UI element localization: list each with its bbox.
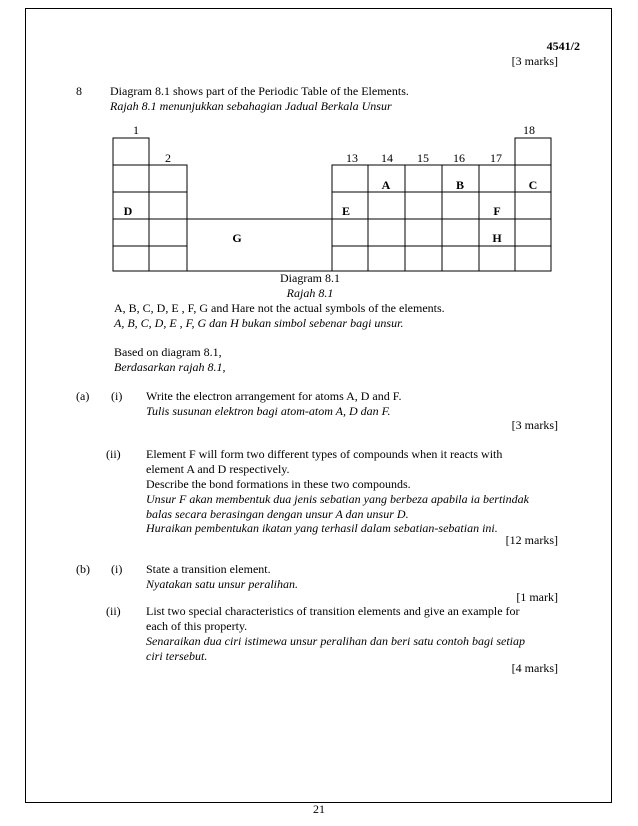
- group-label-13: 13: [346, 151, 358, 165]
- part-b-ii-label: (ii): [106, 604, 121, 618]
- question-number: 8: [76, 84, 82, 98]
- element-G: G: [232, 231, 242, 245]
- element-D: D: [123, 204, 133, 218]
- part-b-label: (b): [76, 562, 90, 576]
- symbols-note-malay: A, B, C, D, E , F, G dan H bukan simbol sebenar bagi unsur.: [114, 316, 404, 330]
- based-on-malay: Berdasarkan rajah 8.1,: [114, 360, 226, 374]
- intro-english: Diagram 8.1 shows part of the Periodic Table of the Elements.: [110, 84, 409, 98]
- part-a-ii-malay-line-3: Huraikan pembentukan ikatan yang terhasil dalam sebatian-sebatian ini.: [146, 521, 498, 535]
- group-label-17: 17: [490, 151, 502, 165]
- part-a-ii-malay-line-2: balas secara berasingan dengan unsur A dan unsur D.: [146, 507, 409, 521]
- part-a-ii-english-line-2: element A and D respectively.: [146, 462, 290, 476]
- part-a-i-english: Write the electron arrangement for atoms A, D and F.: [146, 389, 402, 403]
- group-label-15: 15: [417, 151, 429, 165]
- group-label-14: 14: [381, 151, 393, 165]
- element-A: A: [381, 178, 391, 192]
- part-a-label: (a): [76, 389, 90, 403]
- part-b-ii-malay-line-1: Senaraikan dua ciri istimewa unsur peralihan dan beri satu contoh bagi setiap: [146, 634, 525, 648]
- element-B: B: [455, 178, 464, 192]
- diagram-caption-malay: Rajah 8.1: [286, 286, 334, 300]
- part-b-i-english: State a transition element.: [146, 562, 271, 576]
- group-label-1: 1: [133, 123, 139, 137]
- part-a-ii-english-line-1: Element F will form two different types of compounds when it reacts with: [146, 447, 503, 461]
- part-a-ii-label: (ii): [106, 447, 121, 461]
- symbols-note-english: A, B, C, D, E , F, G and Hare not the actual symbols of the elements.: [114, 301, 445, 315]
- element-E: E: [341, 204, 350, 218]
- group-label-16: 16: [453, 151, 465, 165]
- part-a-ii-marks: [12 marks]: [505, 533, 558, 547]
- part-b-ii-malay-line-2: ciri tersebut.: [146, 649, 208, 663]
- paper-code: 4541/2: [546, 39, 580, 53]
- group-label-2: 2: [165, 151, 171, 165]
- element-C: C: [528, 178, 538, 192]
- intro-malay: Rajah 8.1 menunjukkan sebahagian Jadual Berkala Unsur: [110, 99, 392, 113]
- part-b-i-malay: Nyatakan satu unsur peralihan.: [146, 577, 298, 591]
- part-a-ii-malay-line-1: Unsur F akan membentuk dua jenis sebatian yang berbeza apabila ia bertindak: [146, 492, 529, 506]
- part-a-ii-english-line-3: Describe the bond formations in these two compounds.: [146, 477, 411, 491]
- previous-marks: [3 marks]: [511, 54, 558, 68]
- part-b-ii-english-line-2: each of this property.: [146, 619, 248, 633]
- part-a-i-label: (i): [111, 389, 123, 403]
- element-H: H: [492, 231, 502, 245]
- part-b-i-marks: [1 mark]: [516, 590, 558, 604]
- page-number: 21: [313, 802, 325, 816]
- group-label-18: 18: [523, 123, 535, 137]
- part-b-ii-english-line-1: List two special characteristics of transition elements and give an example for: [146, 604, 520, 618]
- based-on-english: Based on diagram 8.1,: [114, 345, 222, 359]
- element-F: F: [493, 204, 501, 218]
- part-a-i-marks: [3 marks]: [511, 418, 558, 432]
- part-a-i-malay: Tulis susunan elektron bagi atom-atom A, D dan F.: [146, 404, 391, 418]
- diagram-caption-english: Diagram 8.1: [280, 271, 340, 285]
- part-b-i-label: (i): [111, 562, 123, 576]
- part-b-ii-marks: [4 marks]: [511, 661, 558, 675]
